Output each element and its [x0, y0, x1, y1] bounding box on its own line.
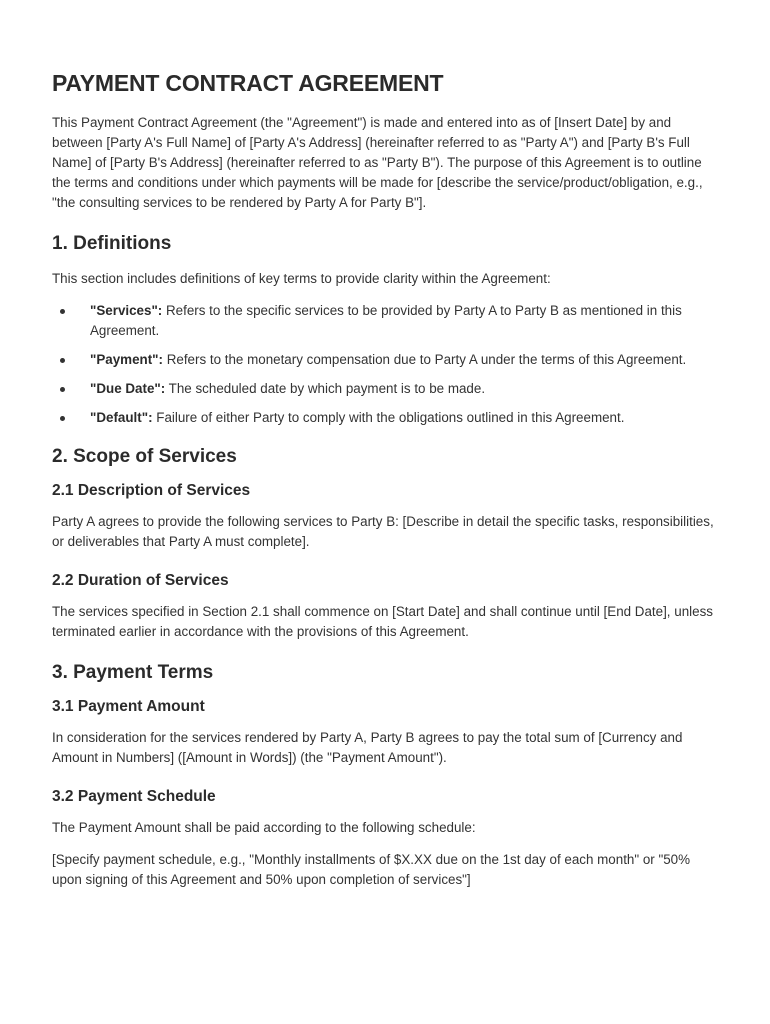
- section-definitions: [52, 233, 722, 428]
- definition-text: Refers to the monetary compensation due to Party A under the terms of this Agreement.: [162, 352, 687, 367]
- payment-amount-heading: 3.1 Payment Amount: [52, 698, 205, 715]
- definitions-list: [52, 301, 722, 428]
- scope-heading: 2. Scope of Services: [52, 446, 237, 467]
- bullet-icon: [60, 387, 65, 392]
- section-payment-terms: [52, 662, 722, 890]
- description-heading: 2.1 Description of Services: [52, 482, 251, 499]
- payment-schedule-heading: 3.2 Payment Schedule: [52, 788, 216, 805]
- list-item: [52, 350, 722, 370]
- section-scope: [52, 446, 722, 642]
- payment-schedule-placeholder: [Specify payment schedule, e.g., "Monthly installments of $X.XX due on the 1st day of each month" or "50% upon signing of this Agreement and 50% upon completion of services"]: [52, 852, 691, 887]
- bullet-icon: [60, 358, 65, 363]
- definition-text: The scheduled date by which payment is to be made.: [165, 381, 486, 396]
- bullet-icon: [60, 309, 65, 314]
- intro-paragraph: This Payment Contract Agreement (the "Agreement") is made and entered into as of [Insert Date] by and between [Party A's Full Name] of [Party A's Address] (hereinafter referred to as "Party A") and [Party B's Full Name] of [Party B's Address] (hereinafter referred to as "Party B"). The purpose of this Agreement is to outline the terms and conditions under which payments will be made for [describe the service/product/obligation, e.g., "the consulting services to be rendered by Party A for Party B"].: [52, 115, 703, 210]
- document-page: [52, 70, 722, 902]
- list-item: [52, 379, 722, 399]
- list-item: [52, 408, 722, 428]
- definition-term: "Due Date":: [90, 381, 166, 396]
- list-item: [52, 301, 722, 341]
- definition-text: Refers to the specific services to be provided by Party A to Party B as mentioned in this Agreement.: [90, 303, 682, 338]
- payment-schedule-text: The Payment Amount shall be paid according to the following schedule:: [52, 820, 476, 835]
- definitions-intro: This section includes definitions of key terms to provide clarity within the Agreement:: [52, 271, 551, 286]
- definition-term: "Payment":: [90, 352, 163, 367]
- definition-term: "Services":: [90, 303, 163, 318]
- duration-heading: 2.2 Duration of Services: [52, 572, 229, 589]
- definition-text: Failure of either Party to comply with the obligations outlined in this Agreement.: [152, 410, 625, 425]
- definition-term: "Default":: [90, 410, 153, 425]
- document-title: PAYMENT CONTRACT AGREEMENT: [52, 70, 444, 96]
- definitions-heading: 1. Definitions: [52, 233, 172, 254]
- bullet-icon: [60, 416, 65, 421]
- payment-terms-heading: 3. Payment Terms: [52, 662, 214, 683]
- description-text: Party A agrees to provide the following services to Party B: [Describe in detail the specific tasks, responsibilities, or deliverables that Party A must complete].: [52, 514, 714, 549]
- payment-amount-text: In consideration for the services rendered by Party A, Party B agrees to pay the total sum of [Currency and Amount in Numbers] ([Amount in Words]) (the "Payment Amount").: [52, 730, 683, 765]
- duration-text: The services specified in Section 2.1 shall commence on [Start Date] and shall continue until [End Date], unless terminated earlier in accordance with the provisions of this Agreement.: [52, 604, 713, 639]
